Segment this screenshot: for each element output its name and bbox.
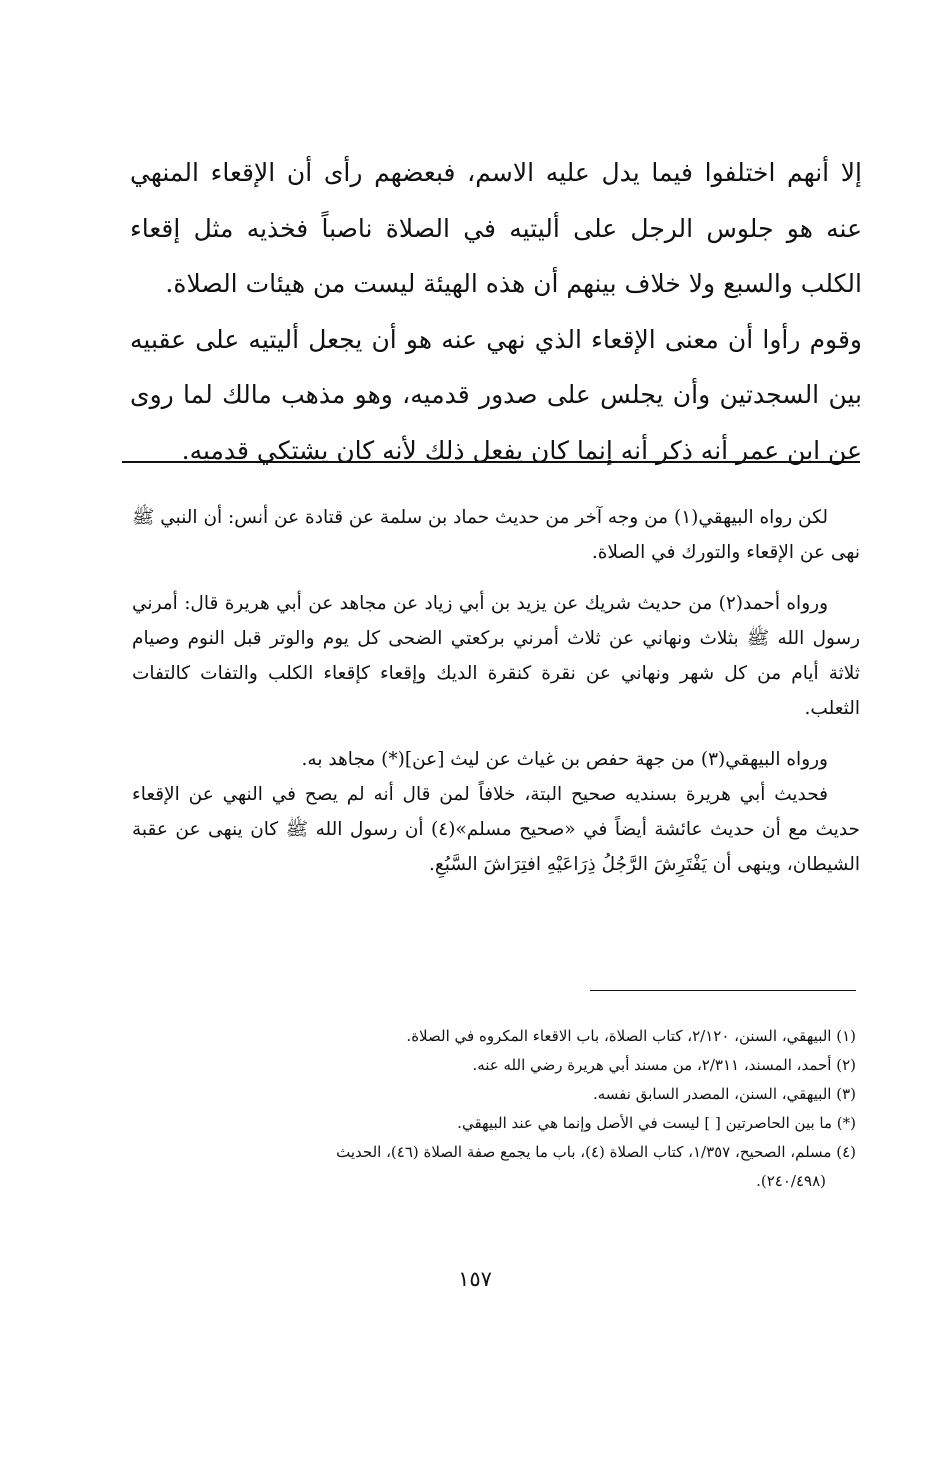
- footnote-divider: [590, 990, 856, 991]
- main-text-block: [130, 145, 862, 478]
- page-number: ١٥٧: [458, 1267, 492, 1291]
- commentary-paragraph-4: فحديث أبي هريرة بسنديه صحيح البتة، خلافاً لمن قال أنه لم يصح في النهي عن الإقعاء حديث مع أن حديث عائشة أيضاً في «صحيح مسلم»(٤) أن رسول الله ﷺ كان ينهى عن عقبة الشيطان، وينهى أن يَفْتَرِشَ الرَّجُلُ ذِرَاعَيْهِ افتِرَاشَ السَّبُعِ.: [132, 784, 860, 875]
- commentary-paragraph-2: ورواه أحمد(٢) من حديث شريك عن يزيد بن أبي زياد عن مجاهد عن أبي هريرة قال: أمرني رسول الله ﷺ بثلاث ونهاني عن ثلاث أمرني بركعتي الضحى كل يوم والوتر قبل النوم وصيام ثلاثة أيام من كل شهر ونهاني عن نقرة كنقرة الديك وإقعاء كإقعاء الكلب والتفات كالتفات الثعلب.: [132, 593, 860, 719]
- footnote-4-continuation: (٢٤٠/٤٩٨).: [756, 1172, 826, 1190]
- main-paragraph-2: وقوم رأوا أن معنى الإقعاء الذي نهي عنه هو أن يجعل أليتيه على عقبيه بين السجدتين وأن يجلس على صدور قدميه، وهو مذهب مالك لما روى عن ابن عمر أنه ذكر أنه إنما كان يفعل ذلك لأنه كان يشتكي قدميه.: [130, 324, 862, 465]
- commentary-paragraph-1: لكن رواه البيهقي(١) من وجه آخر من حديث حماد بن سلمة عن قتادة عن أنس: أن النبي ﷺ نهى عن الإقعاء والتورك في الصلاة.: [131, 507, 860, 563]
- commentary-paragraph-3: ورواه البيهقي(٣) من جهة حفص بن غياث عن ليث [عن](*) مجاهد به.: [301, 749, 828, 770]
- footnote-1: (١) البيهقي، السنن، ٢/١٢٠، كتاب الصلاة، باب الاقعاء المكروه في الصلاة.: [406, 1027, 856, 1045]
- footnote-4: (٤) مسلم، الصحيح، ١/٣٥٧، كتاب الصلاة (٤)، باب ما يجمع صفة الصلاة (٤٦)، الحديث: [336, 1143, 856, 1161]
- footnote-3: (٣) البيهقي، السنن، المصدر السابق نفسه.: [592, 1085, 856, 1103]
- commentary-block: [132, 500, 860, 882]
- section-divider: [122, 461, 860, 463]
- footnote-star: (*) ما بين الحاصرتين [ ] ليست في الأصل وإنما هي عند البيهقي.: [457, 1114, 856, 1132]
- footnotes-block: [132, 1022, 856, 1196]
- main-paragraph-1: إلا أنهم اختلفوا فيما يدل عليه الاسم، فبعضهم رأى أن الإقعاء المنهي عنه هو جلوس الرجل على أليتيه في الصلاة ناصباً فخذيه مثل إقعاء الكلب والسبع ولا خلاف بينهم أن هذه الهيئة ليست من هيئات الصلاة.: [130, 158, 862, 298]
- footnote-2: (٢) أحمد، المسند، ٢/٣١١، من مسند أبي هريرة رضي الله عنه.: [472, 1056, 856, 1074]
